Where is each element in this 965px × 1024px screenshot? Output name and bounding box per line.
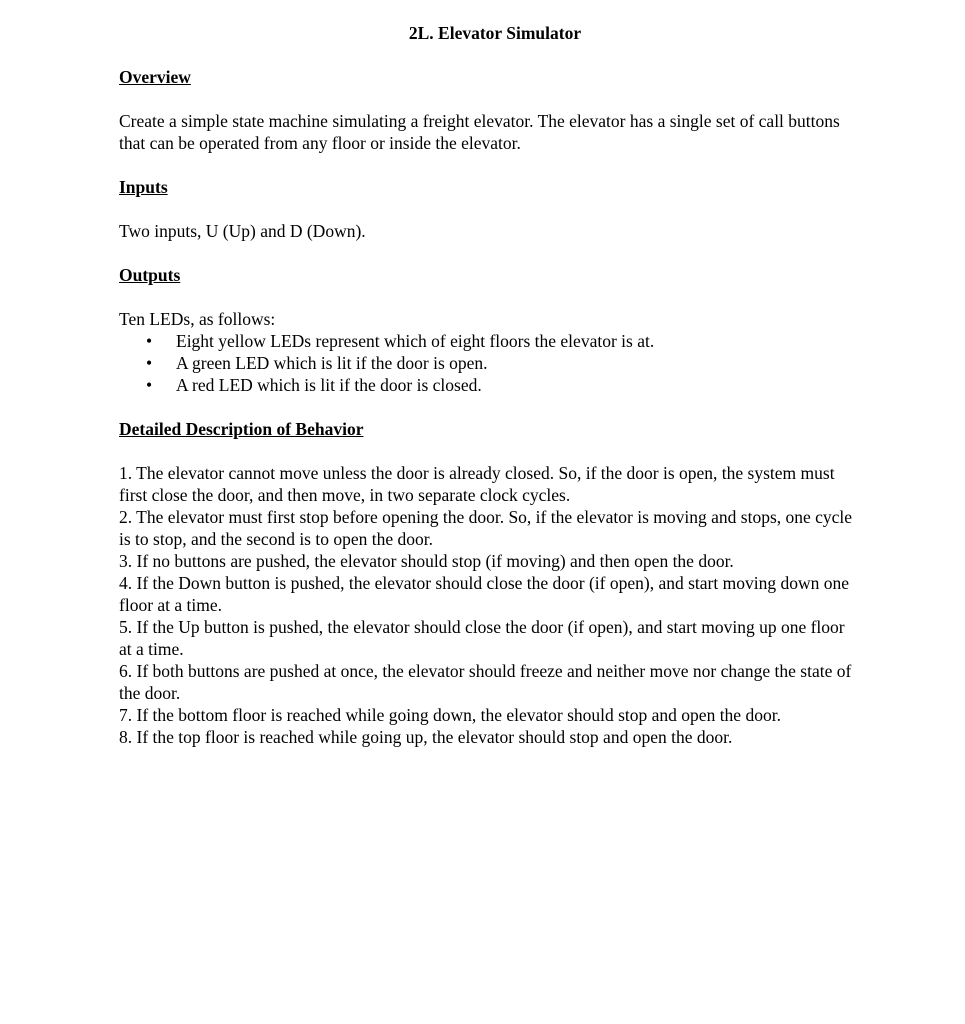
outputs-list <box>119 330 859 396</box>
spacer <box>119 440 859 462</box>
inputs-heading: Inputs <box>119 177 168 197</box>
bullet-icon: • <box>146 353 153 373</box>
behavior-item: 1. The elevator cannot move unless the door is already closed. So, if the door is open, the system must first close the door, and then move, in two separate clock cycles. <box>119 463 835 505</box>
behavior-item: 6. If both buttons are pushed at once, the elevator should freeze and neither move nor change the state of the door. <box>119 661 852 703</box>
overview-text: Create a simple state machine simulating a freight elevator. The elevator has a single set of call buttons that can be operated from any floor or inside the elevator. <box>119 111 840 153</box>
behavior-list <box>119 462 859 748</box>
list-item <box>119 352 859 374</box>
behavior-item: 4. If the Down button is pushed, the elevator should close the door (if open), and start moving down one floor at a time. <box>119 573 849 615</box>
document-page <box>119 22 859 748</box>
list-item-text: A green LED which is lit if the door is open. <box>176 353 488 373</box>
document-title: 2L. Elevator Simulator <box>408 23 582 43</box>
inputs-text: Two inputs, U (Up) and D (Down). <box>119 221 366 241</box>
bullet-icon: • <box>146 331 153 351</box>
spacer <box>119 198 859 220</box>
spacer <box>119 154 859 176</box>
list-item <box>119 374 859 396</box>
list-item-text: Eight yellow LEDs represent which of eight floors the elevator is at. <box>176 331 655 351</box>
behavior-item: 5. If the Up button is pushed, the elevator should close the door (if open), and start moving up one floor at a time. <box>119 617 845 659</box>
behavior-item: 3. If no buttons are pushed, the elevator should stop (if moving) and then open the door. <box>119 551 734 571</box>
outputs-heading: Outputs <box>119 265 181 285</box>
spacer <box>119 44 859 66</box>
outputs-intro: Ten LEDs, as follows: <box>119 309 276 329</box>
list-item <box>119 330 859 352</box>
spacer <box>119 396 859 418</box>
overview-heading: Overview <box>119 67 191 87</box>
behavior-heading: Detailed Description of Behavior <box>119 419 364 439</box>
spacer <box>119 88 859 110</box>
behavior-item: 2. The elevator must first stop before opening the door. So, if the elevator is moving and stops, one cycle is to stop, and the second is to open the door. <box>119 507 853 549</box>
behavior-item: 8. If the top floor is reached while going up, the elevator should stop and open the door. <box>119 727 733 747</box>
spacer <box>119 286 859 308</box>
spacer <box>119 242 859 264</box>
list-item-text: A red LED which is lit if the door is closed. <box>176 375 482 395</box>
behavior-item: 7. If the bottom floor is reached while going down, the elevator should stop and open the door. <box>119 705 781 725</box>
bullet-icon: • <box>146 375 153 395</box>
